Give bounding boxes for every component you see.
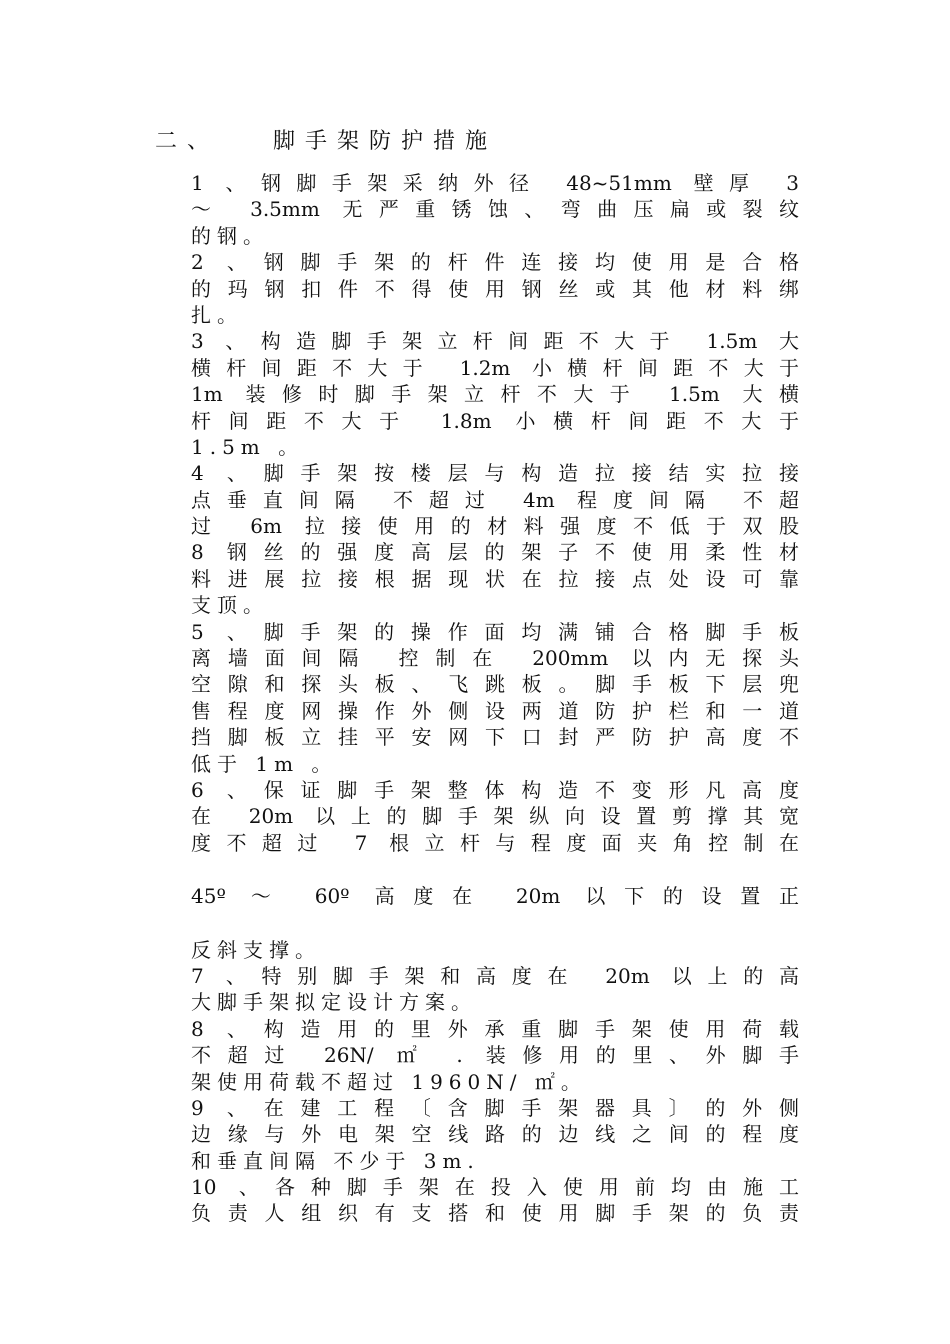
- text-line: 反斜支撑。: [191, 937, 321, 962]
- line-gap: [191, 910, 811, 937]
- text-line: 7 、特别脚手架和高度在 20m 以上的高: [191, 963, 799, 988]
- text-line: 低于 1m 。: [191, 751, 338, 776]
- text-line: 过 6m 拉接使用的材料强度不低于双股: [191, 514, 799, 539]
- text-line: 8 钢丝的强度高层的架子不使用柔性材: [191, 540, 799, 565]
- text-line: 3 、构造脚手架立杆间距不大于 1.5m 大: [191, 329, 799, 354]
- text-line: 1.5m 。: [191, 434, 305, 459]
- text-line: 和垂直间隔 不少于 3m.: [191, 1148, 480, 1173]
- text-line: 扎。: [191, 302, 243, 327]
- text-line: 在 20m 以上的脚手架纵向设置剪撑其宽: [191, 804, 799, 829]
- section-title: 脚手架防护措施: [273, 129, 498, 154]
- line-gap: [191, 856, 811, 883]
- text-line: 9 、在建工程〔含脚手架器具〕的外侧: [191, 1095, 799, 1120]
- text-line: 杆间距不大于 1.8m 小横杆间距不大于: [191, 408, 799, 433]
- text-line: 售程度网操作外侧设两道防护栏和一道: [191, 698, 799, 723]
- text-line: 6 、保证脚手架整体构造不变形凡高度: [191, 777, 799, 802]
- text-line: 架使用荷载不超过 1960N/ ㎡。: [191, 1069, 587, 1094]
- text-line: 10 、各种脚手架在投入使用前均由施工: [191, 1175, 799, 1200]
- text-line: 的钢。: [191, 223, 269, 248]
- text-line: ～ 3.5mm 无严重锈蚀、弯曲压扁或裂纹: [191, 197, 799, 222]
- text-line: 45º ～ 60º 高度在 20m 以下的设置正: [191, 884, 799, 909]
- text-line: 不超过 26N/ ㎡ . 装修用的里、外脚手: [191, 1043, 799, 1068]
- body-text: [191, 170, 811, 1227]
- text-line: 支顶。: [191, 593, 269, 618]
- text-line: 横杆间距不大于 1.2m 小横杆间距不大于: [191, 355, 799, 380]
- text-line: 边缘与外电架空线路的边线之间的程度: [191, 1122, 799, 1147]
- text-line: 5 、脚手架的操作面均满铺合格脚手板: [191, 619, 799, 644]
- text-line: 2 、钢脚手架的杆件连接均使用是合格: [191, 250, 799, 275]
- text-line: 的玛钢扣件不得使用钢丝或其他材料绑: [191, 276, 799, 301]
- text-line: 料进展拉接根据现状在拉接点处设可靠: [191, 566, 799, 591]
- text-line: 度不超过 7 根立杆与程度面夹角控制在: [191, 830, 799, 855]
- text-line: 离墙面间隔 控制在 200mm 以内无探头: [191, 646, 799, 671]
- text-line: 8 、构造用的里外承重脚手架使用荷载: [191, 1016, 799, 1041]
- text-line: 负责人组织有支搭和使用脚手架的负责: [191, 1201, 799, 1226]
- text-line: 大脚手架拟定设计方案。: [191, 990, 477, 1015]
- text-line: 1m 装修时脚手架立杆不大于 1.5m 大横: [191, 382, 799, 407]
- text-line: 挡脚板立挂平安网下口封严防护高度不: [191, 725, 799, 750]
- text-line: 4 、脚手架按楼层与构造拉接结实拉接: [191, 461, 799, 486]
- section-heading: [155, 126, 497, 158]
- text-line: 点垂直间隔 不超过 4m 程度间隔 不超: [191, 487, 799, 512]
- text-line: 1 、钢脚手架采纳外径 48~51mm 壁厚 3: [191, 171, 799, 195]
- text-line: 空隙和探头板、飞跳板。脚手板下层兜: [191, 672, 799, 697]
- section-number: 二、: [155, 129, 220, 154]
